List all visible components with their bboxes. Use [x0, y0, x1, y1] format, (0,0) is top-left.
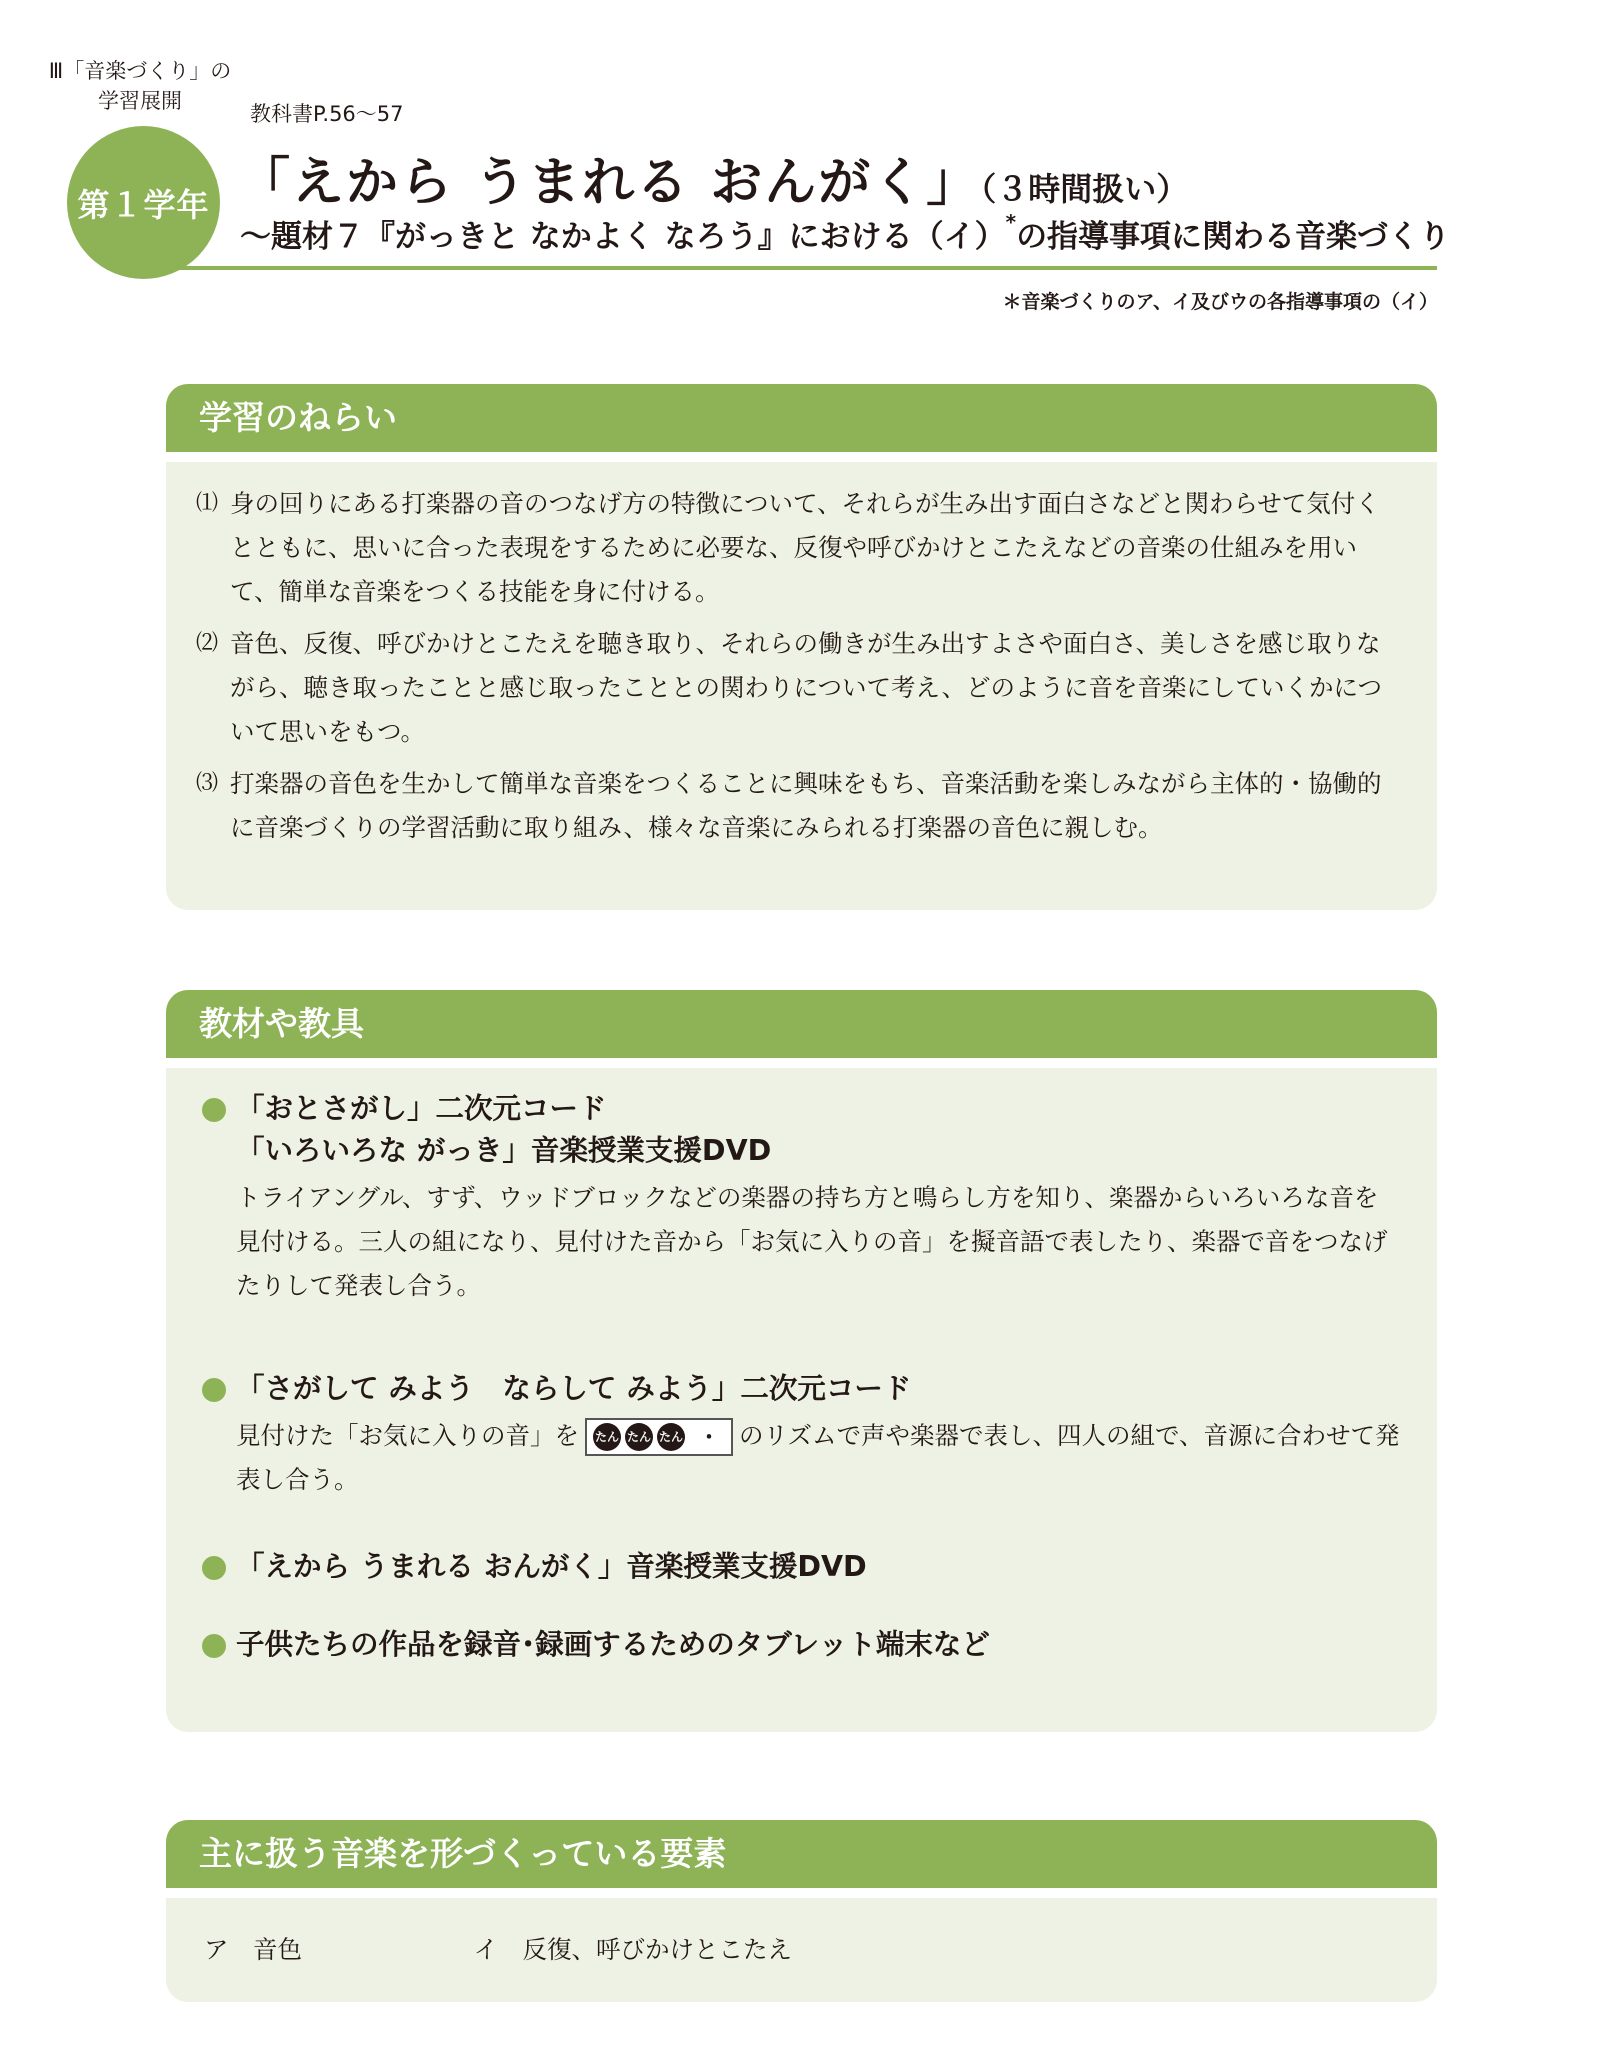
material-title: 「えから うまれる おんがく」音楽授業支援DVD	[236, 1550, 867, 1583]
material-description	[236, 1414, 1401, 1502]
material-title: 子供たちの作品を録音･録画するためのタブレット端末など	[236, 1628, 990, 1661]
material-item	[202, 1624, 1401, 1666]
material-description: トライアングル、すず、ウッドブロックなどの楽器の持ち方と鳴らし方を知り、楽器からいろいろな音を見付ける。三人の組になり、見付けた音から「お気に入りの音」を擬音語で表したり、楽器で音をつなげたりして発表し合う。	[236, 1183, 1388, 1300]
materials-section	[166, 990, 1437, 1732]
chapter-label-line2: 学習展開	[98, 89, 182, 113]
rhythm-note-icon: たん	[657, 1423, 685, 1451]
footnote-mark: *	[1005, 210, 1017, 234]
rhythm-note-icon: たん	[625, 1423, 653, 1451]
aim-item	[196, 762, 1401, 850]
material-item	[202, 1088, 1401, 1308]
aim-item	[196, 482, 1401, 614]
aims-section	[166, 384, 1437, 910]
bullet-icon	[202, 1378, 226, 1402]
aim-number: ⑴	[196, 491, 219, 516]
material-item	[202, 1368, 1401, 1502]
bullet-icon	[202, 1556, 226, 1580]
description-text-after: のリズムで声や楽器で表し、四人の組で、音源に合わせて発表し合う。	[236, 1421, 1400, 1494]
bullet-icon	[202, 1098, 226, 1122]
aims-body	[166, 462, 1437, 910]
aim-text: 身の回りにある打楽器の音のつなげ方の特徴について、それらが生み出す面白さなどと関わらせて気付くとともに、思いに合った表現をするために必要な、反復や呼びかけとこたえなどの音楽の仕組みを用いて、簡単な音楽をつくる技能を身に付ける。	[230, 489, 1380, 606]
subtitle-text-before: 〜題材７『がっきと なかよく なろう』における（イ）	[240, 219, 1006, 255]
title-hours: （３時間扱い）	[980, 170, 1189, 208]
description-text-before: 見付けた「お気に入りの音」を	[236, 1421, 579, 1450]
grade-badge	[67, 126, 220, 279]
chapter-label-line1: Ⅲ「音楽づくり」の	[48, 59, 232, 83]
rhythm-notation	[585, 1418, 733, 1456]
material-title: 「おとさがし」二次元コード	[236, 1092, 607, 1125]
grade-label: 第１学年	[77, 185, 210, 224]
materials-body	[166, 1068, 1437, 1732]
aims-heading: 学習のねらい	[166, 384, 1437, 452]
material-title: 「いろいろな がっき」音楽授業支援DVD	[236, 1134, 772, 1167]
subtitle-text-after: の指導事項に関わる音楽づくり	[1016, 219, 1451, 255]
footnote: ＊音楽づくりのア、イ及びウの各指導事項の（イ）	[1002, 291, 1438, 313]
aim-text: 音色、反復、呼びかけとこたえを聴き取り、それらの働きが生み出すよさや面白さ、美しさを感じ取りながら、聴き取ったことと感じ取ったこととの関わりについて考え、どのように音を音楽にしていくかについて思いをもつ。	[230, 629, 1382, 746]
page-subtitle	[240, 210, 1450, 256]
materials-heading: 教材や教具	[166, 990, 1437, 1058]
header-divider	[175, 266, 1437, 270]
elements-text: ア 音色 イ 反復、呼びかけとこたえ	[204, 1935, 792, 1964]
material-title: 「さがして みよう ならして みよう」二次元コード	[236, 1372, 912, 1405]
elements-section	[166, 1820, 1437, 2002]
aim-number: ⑵	[196, 631, 219, 656]
elements-heading: 主に扱う音楽を形づくっている要素	[166, 1820, 1437, 1888]
textbook-reference: 教科書P.56〜57	[250, 102, 404, 126]
chapter-label	[40, 56, 240, 116]
page-title	[238, 140, 1188, 215]
rhythm-rest: ・	[699, 1425, 719, 1449]
elements-body	[166, 1898, 1437, 2002]
aim-text: 打楽器の音色を生かして簡単な音楽をつくることに興味をもち、音楽活動を楽しみながら主体的・協働的に音楽づくりの学習活動に取り組み、様々な音楽にみられる打楽器の音色に親しむ。	[230, 769, 1382, 842]
aim-item	[196, 622, 1401, 754]
aim-number: ⑶	[196, 771, 219, 796]
bullet-icon	[202, 1634, 226, 1658]
material-item	[202, 1546, 1401, 1588]
rhythm-note-icon: たん	[593, 1423, 621, 1451]
page-title-text: 「えから うまれる おんがく」	[238, 153, 981, 213]
